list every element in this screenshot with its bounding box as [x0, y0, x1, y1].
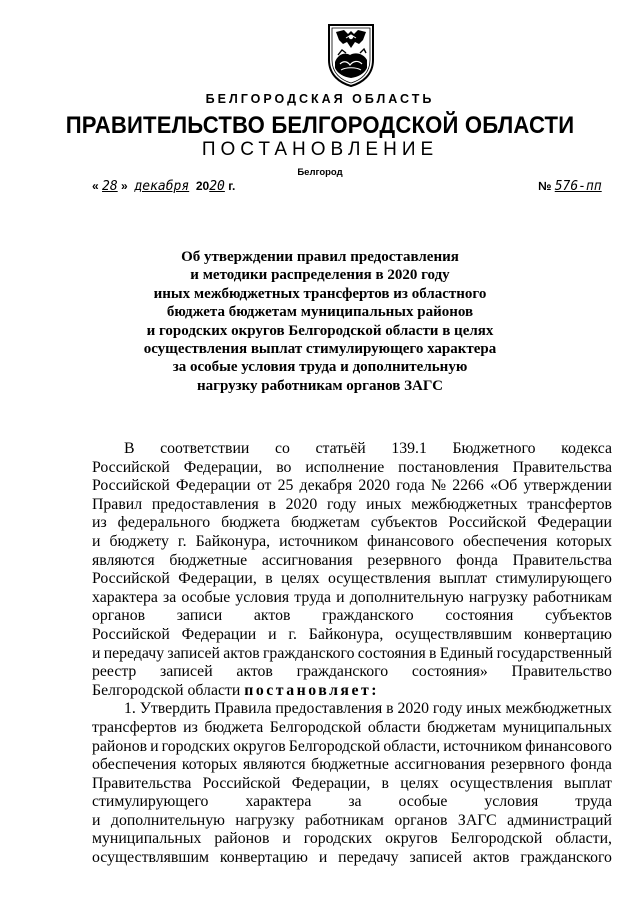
- word: межбюджетных: [411, 495, 518, 513]
- word: округов: [233, 737, 286, 755]
- word: Правительства: [512, 551, 612, 569]
- word: Белгородской: [450, 830, 543, 848]
- word: актов: [253, 607, 291, 625]
- word: г.: [177, 532, 187, 550]
- word: целях: [400, 774, 439, 792]
- word: фонда: [456, 551, 498, 569]
- word: целях: [281, 570, 320, 588]
- title-line: за особые условия труда и дополнительную: [172, 359, 468, 376]
- word: реестр: [92, 663, 137, 681]
- word: характера: [245, 793, 312, 811]
- word: органов: [394, 811, 448, 829]
- word: гражданского: [322, 607, 414, 625]
- word: иных: [466, 700, 502, 718]
- word: бюджета: [221, 514, 281, 532]
- preamble-last-line: [92, 682, 612, 701]
- word: Российской: [92, 458, 170, 476]
- word: году: [326, 495, 357, 513]
- word: особые: [181, 588, 231, 606]
- word: бюджета: [204, 718, 264, 736]
- word: в: [381, 774, 390, 792]
- city-name: Белгород: [297, 167, 343, 178]
- word: Федерации: [181, 625, 257, 643]
- word: со: [274, 440, 290, 457]
- word: за: [348, 793, 362, 811]
- word: которых: [556, 532, 612, 550]
- word: 1.: [124, 700, 136, 718]
- word: Правила: [214, 700, 272, 718]
- word: субъектов: [545, 607, 612, 625]
- word: записей: [409, 849, 463, 867]
- word: кодекса: [561, 440, 612, 457]
- word: являются: [242, 756, 306, 774]
- text-line: [92, 756, 612, 775]
- word: межбюджетных: [505, 700, 612, 718]
- date-month: декабря: [134, 179, 190, 194]
- word: ассигнования: [261, 551, 353, 569]
- word: районов: [214, 830, 270, 848]
- word: конвертацию: [219, 849, 308, 867]
- decree-body: [92, 440, 612, 868]
- word: утверждении: [523, 477, 612, 495]
- word: Правительство: [511, 663, 612, 681]
- word: характера: [92, 588, 158, 606]
- word: состояния: [357, 644, 426, 662]
- title-line: и городских округов Белгородской области в целях: [146, 322, 494, 339]
- text-line: [92, 812, 612, 831]
- text-line: [92, 775, 612, 794]
- word: Российской: [202, 774, 281, 792]
- word: бюджетам: [427, 718, 497, 736]
- word: Федерации: [176, 477, 251, 495]
- word: 2020: [397, 700, 430, 718]
- word: условия: [484, 793, 539, 811]
- word: органов: [92, 607, 146, 625]
- word: Правительства: [92, 774, 192, 792]
- word: предоставления: [151, 495, 259, 513]
- word: в: [386, 700, 394, 718]
- word: 2266: [452, 477, 484, 495]
- word: особые: [398, 793, 448, 811]
- word: состояния»: [411, 663, 488, 681]
- word: обеспечения: [462, 532, 548, 550]
- word: за: [163, 588, 177, 606]
- word: трансфертов: [92, 718, 177, 736]
- text-line: [92, 570, 612, 589]
- word: гражданского: [262, 644, 355, 662]
- decree-date: [92, 179, 235, 194]
- word: ЗАГС: [457, 811, 497, 829]
- word: работникам: [304, 811, 384, 829]
- word: и: [92, 532, 101, 550]
- word: года: [396, 477, 425, 495]
- text-line: [92, 514, 612, 533]
- word: В: [124, 440, 135, 457]
- text-line: [92, 459, 612, 478]
- word: году: [432, 700, 463, 718]
- word: источником: [443, 737, 523, 755]
- word: передачу: [103, 644, 165, 662]
- word: бюджетные: [311, 756, 389, 774]
- word: ассигнования: [394, 756, 486, 774]
- word: Российской: [92, 625, 170, 643]
- word: обеспечения: [92, 756, 177, 774]
- text-line: [92, 607, 612, 626]
- word: финансового: [525, 737, 612, 755]
- decree-number: [538, 179, 602, 194]
- word: городских: [303, 830, 373, 848]
- word: фонда: [570, 756, 612, 774]
- word: из: [92, 514, 107, 532]
- word: иных: [366, 495, 402, 513]
- word: постановления: [398, 458, 499, 476]
- word: муниципальных: [92, 830, 202, 848]
- word: выплат: [439, 570, 488, 588]
- word: районов: [92, 737, 148, 755]
- text-line: [92, 830, 612, 849]
- word: нагрузку: [235, 811, 295, 829]
- word: записи: [176, 607, 223, 625]
- text-line: [92, 496, 612, 515]
- word: гражданского: [520, 849, 612, 867]
- decree-operative-word: постановляет:: [244, 681, 380, 699]
- word: конвертацию: [523, 625, 612, 643]
- word: статьёй: [315, 440, 366, 457]
- word: Российской: [92, 570, 170, 588]
- title-line: иных межбюджетных трансфертов из областного: [153, 285, 487, 302]
- date-year-prefix: 20: [195, 179, 210, 193]
- word: Правил: [92, 495, 143, 513]
- word: муниципальных: [502, 718, 612, 736]
- text-line: [92, 533, 612, 552]
- word: области,: [383, 737, 441, 755]
- word: Белгородской: [269, 718, 362, 736]
- word: дополнительную: [110, 811, 225, 829]
- word: стимулирующего: [495, 570, 612, 588]
- date-day: 28: [102, 179, 118, 194]
- text-line: [92, 849, 612, 868]
- date-year-suffix: 20: [209, 179, 225, 194]
- word: осуществлявшим: [395, 625, 513, 643]
- word: Российской: [448, 514, 527, 532]
- word: «Об: [489, 477, 518, 495]
- word: 25: [277, 477, 294, 495]
- word: администраций: [507, 811, 612, 829]
- word: состояния: [445, 607, 514, 625]
- preamble-paragraph: [92, 440, 612, 682]
- word: 2020: [358, 477, 391, 495]
- number-prefix: №: [538, 179, 552, 193]
- word: в: [265, 570, 273, 588]
- text-line: [92, 552, 612, 571]
- word: трансфертов: [527, 495, 612, 513]
- preamble-last-text: Белгородской области: [92, 681, 241, 699]
- word: соответствии: [160, 440, 250, 457]
- word: Байконура,: [195, 532, 271, 550]
- word: Федерации,: [178, 570, 257, 588]
- word: Российской: [92, 477, 170, 495]
- word: бюджетам: [290, 514, 360, 532]
- word: и: [336, 588, 345, 606]
- word: №: [430, 477, 447, 495]
- word: Белгородской: [288, 737, 381, 755]
- word: государственный: [496, 644, 612, 662]
- word: области,: [555, 830, 612, 848]
- word: источником: [279, 532, 359, 550]
- date-close-quote: »: [121, 179, 128, 193]
- word: резервного: [490, 756, 565, 774]
- word: актов: [236, 663, 273, 681]
- word: области: [367, 718, 421, 736]
- word: и: [92, 644, 101, 662]
- date-open-quote: «: [92, 179, 99, 193]
- word: и: [268, 625, 277, 643]
- word: Федерации: [537, 514, 612, 532]
- word: Байконура,: [308, 625, 384, 643]
- word: бюджету: [109, 532, 169, 550]
- text-line: [92, 738, 612, 757]
- word: округов: [385, 830, 438, 848]
- region-name: БЕЛГОРОДСКАЯ ОБЛАСТЬ: [205, 92, 435, 106]
- word: от: [256, 477, 272, 495]
- word: предоставления: [275, 700, 383, 718]
- government-name: ПРАВИТЕЛЬСТВО БЕЛГОРОДСКОЙ ОБЛАСТИ: [65, 112, 575, 139]
- document-type: ПОСТАНОВЛЕНИЕ: [201, 139, 439, 160]
- word: из: [183, 718, 198, 736]
- word: работникам: [533, 588, 612, 606]
- word: стимулирующего: [92, 793, 209, 811]
- word: гражданского: [296, 663, 389, 681]
- text-line: [92, 626, 612, 645]
- word: осуществления: [327, 570, 431, 588]
- date-year-unit: г.: [228, 179, 236, 193]
- word: резервного: [367, 551, 442, 569]
- word: выплат: [564, 774, 612, 792]
- word: городских: [161, 737, 231, 755]
- word: финансового: [367, 532, 454, 550]
- word: г.: [288, 625, 297, 643]
- text-line: [92, 719, 612, 738]
- word: осуществления: [450, 774, 553, 792]
- word: и: [92, 811, 101, 829]
- word: федерального: [117, 514, 211, 532]
- word: записей: [167, 644, 220, 662]
- word: нагрузку: [468, 588, 528, 606]
- word: дополнительную: [349, 588, 464, 606]
- word: условия: [235, 588, 290, 606]
- text-line: [92, 645, 612, 664]
- belgorod-coat-of-arms-icon: [326, 22, 376, 88]
- word: субъектов: [370, 514, 438, 532]
- word: которых: [181, 756, 238, 774]
- word: и: [150, 737, 159, 755]
- word: передачу: [338, 849, 399, 867]
- word: бюджетные: [169, 551, 248, 569]
- word: во: [276, 458, 292, 476]
- text-line: [92, 663, 612, 682]
- decree-title: [100, 248, 540, 395]
- word: Федерации,: [183, 458, 263, 476]
- word: 2020: [285, 495, 318, 513]
- title-line: Об утверждении правил предоставления: [181, 249, 459, 265]
- word: являются: [92, 551, 155, 569]
- word: записей: [160, 663, 213, 681]
- word: исполнение: [305, 458, 385, 476]
- text-line: [92, 700, 612, 719]
- word: в: [268, 495, 276, 513]
- item-1-paragraph: [92, 700, 612, 867]
- text-line: [92, 440, 612, 459]
- word: в: [429, 644, 437, 662]
- word: Утвердить: [139, 700, 211, 718]
- word: Бюджетного: [452, 440, 536, 457]
- word: актов: [472, 849, 510, 867]
- word: труда: [294, 588, 332, 606]
- word: Правительства: [512, 458, 612, 476]
- text-line: [92, 589, 612, 608]
- word: Единый: [439, 644, 494, 662]
- title-line: бюджета бюджетам муниципальных районов: [166, 304, 474, 321]
- title-line: и методики распределения в 2020 году: [190, 267, 450, 284]
- text-line: [92, 477, 612, 496]
- text-line: [92, 793, 612, 812]
- word: осуществлявшим: [92, 849, 209, 867]
- word: и: [318, 849, 328, 867]
- title-line: нагрузку работникам органов ЗАГС: [197, 377, 443, 394]
- word: Федерации,: [291, 774, 371, 792]
- word: актов: [223, 644, 260, 662]
- word: и: [282, 830, 291, 848]
- word: труда: [575, 793, 612, 811]
- word: 139.1: [391, 440, 427, 457]
- title-line: осуществления выплат стимулирующего характера: [143, 341, 497, 358]
- number-value: 576-пп: [554, 179, 602, 194]
- word: декабря: [299, 477, 353, 495]
